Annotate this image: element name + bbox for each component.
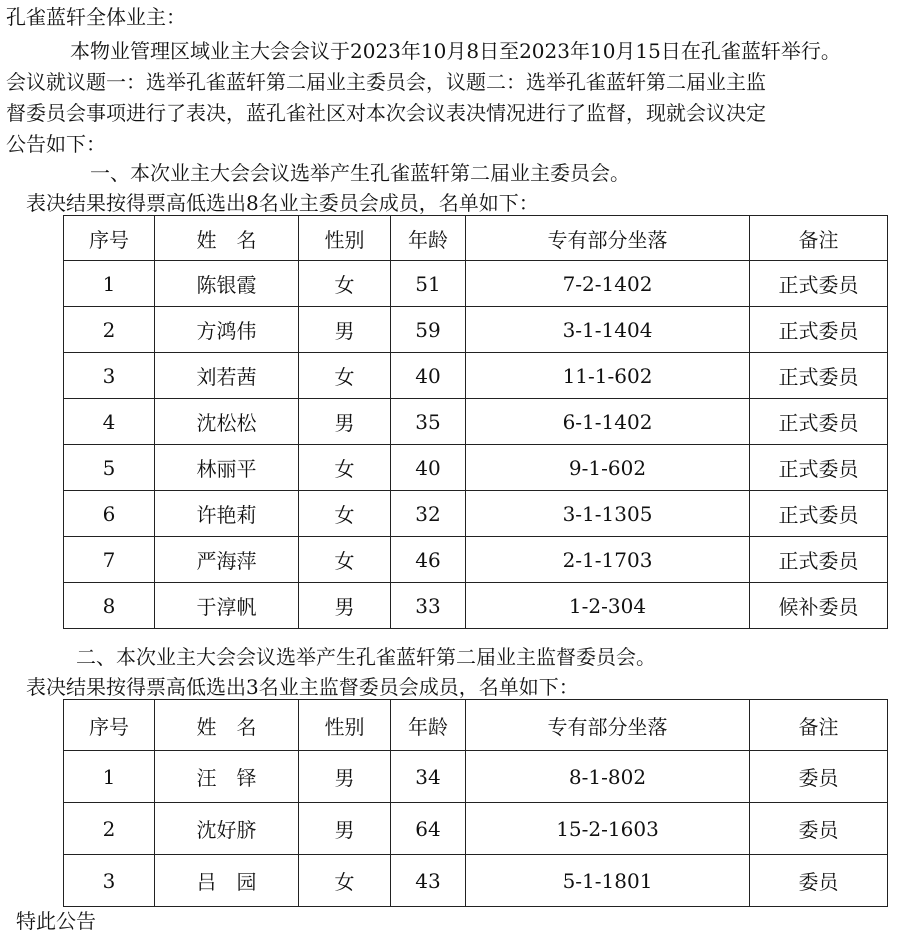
cell-unit: 5-1-1801: [466, 855, 750, 907]
cell-gender: 男: [299, 751, 391, 803]
cell-age: 40: [391, 353, 466, 399]
cell-unit: 15-2-1603: [466, 803, 750, 855]
cell-note: 正式委员: [750, 445, 888, 491]
header-name: 姓 名: [155, 700, 299, 751]
cell-note: 正式委员: [750, 491, 888, 537]
header-note: 备注: [750, 700, 888, 751]
cell-unit: 3-1-1305: [466, 491, 750, 537]
cell-age: 40: [391, 445, 466, 491]
closing-statement: 特此公告: [16, 909, 96, 933]
cell-no: 2: [64, 307, 155, 353]
cell-name: 刘若茜: [155, 353, 299, 399]
cell-no: 4: [64, 399, 155, 445]
cell-age: 46: [391, 537, 466, 583]
table-row: [64, 399, 888, 445]
body-paragraph-line-3: 督委员会事项进行了表决，蓝孔雀社区对本次会议表决情况进行了监督，现就会议决定: [6, 101, 766, 125]
cell-name: 林丽平: [155, 445, 299, 491]
cell-note: 正式委员: [750, 307, 888, 353]
cell-unit: 7-2-1402: [466, 261, 750, 307]
section-1-heading: 一、本次业主大会会议选举产生孔雀蓝轩第二届业主委员会。: [90, 161, 630, 185]
cell-unit: 3-1-1404: [466, 307, 750, 353]
table-row: [64, 491, 888, 537]
cell-name: 严海萍: [155, 537, 299, 583]
section-2-heading: 二、本次业主大会会议选举产生孔雀蓝轩第二届业主监督委员会。: [76, 645, 656, 669]
section-2-intro: 表决结果按得票高低选出3名业主监督委员会成员，名单如下：: [26, 675, 579, 699]
table-row: [64, 803, 888, 855]
cell-name: 吕 园: [155, 855, 299, 907]
cell-name: 陈银霞: [155, 261, 299, 307]
table-row: [64, 353, 888, 399]
header-note: 备注: [750, 216, 888, 261]
header-age: 年龄: [391, 216, 466, 261]
cell-name: 沈松松: [155, 399, 299, 445]
cell-name: 于淳帆: [155, 583, 299, 629]
cell-gender: 女: [299, 491, 391, 537]
cell-gender: 女: [299, 537, 391, 583]
header-age: 年龄: [391, 700, 466, 751]
cell-unit: 8-1-802: [466, 751, 750, 803]
body-paragraph-line-4: 公告如下：: [6, 132, 106, 156]
cell-no: 7: [64, 537, 155, 583]
cell-note: 委员: [750, 751, 888, 803]
table-row: [64, 307, 888, 353]
cell-unit: 11-1-602: [466, 353, 750, 399]
header-gender: 性别: [299, 216, 391, 261]
header-name: 姓 名: [155, 216, 299, 261]
cell-no: 6: [64, 491, 155, 537]
committee-table: [63, 215, 888, 629]
cell-age: 43: [391, 855, 466, 907]
cell-gender: 女: [299, 261, 391, 307]
cell-unit: 1-2-304: [466, 583, 750, 629]
cell-age: 59: [391, 307, 466, 353]
cell-age: 34: [391, 751, 466, 803]
cell-no: 1: [64, 261, 155, 307]
cell-gender: 女: [299, 855, 391, 907]
header-no: 序号: [64, 216, 155, 261]
salutation: 孔雀蓝轩全体业主：: [6, 5, 186, 29]
cell-age: 33: [391, 583, 466, 629]
table-row: [64, 261, 888, 307]
cell-note: 委员: [750, 803, 888, 855]
cell-gender: 男: [299, 583, 391, 629]
table-row: [64, 751, 888, 803]
table-row: [64, 445, 888, 491]
cell-gender: 男: [299, 803, 391, 855]
cell-unit: 9-1-602: [466, 445, 750, 491]
cell-note: 候补委员: [750, 583, 888, 629]
cell-name: 许艳莉: [155, 491, 299, 537]
cell-no: 3: [64, 353, 155, 399]
cell-no: 8: [64, 583, 155, 629]
header-unit: 专有部分坐落: [466, 216, 750, 261]
table-row: [64, 583, 888, 629]
cell-age: 51: [391, 261, 466, 307]
cell-gender: 男: [299, 399, 391, 445]
cell-gender: 女: [299, 445, 391, 491]
cell-gender: 男: [299, 307, 391, 353]
table-header-row: [64, 700, 888, 751]
header-gender: 性别: [299, 700, 391, 751]
cell-unit: 6-1-1402: [466, 399, 750, 445]
table-header-row: [64, 216, 888, 261]
cell-name: 沈好脐: [155, 803, 299, 855]
table-row: [64, 537, 888, 583]
cell-age: 32: [391, 491, 466, 537]
cell-unit: 2-1-1703: [466, 537, 750, 583]
cell-note: 正式委员: [750, 399, 888, 445]
cell-name: 方鸿伟: [155, 307, 299, 353]
cell-note: 正式委员: [750, 537, 888, 583]
cell-age: 64: [391, 803, 466, 855]
cell-age: 35: [391, 399, 466, 445]
section-1-intro: 表决结果按得票高低选出8名业主委员会成员，名单如下：: [26, 191, 539, 215]
cell-no: 1: [64, 751, 155, 803]
header-unit: 专有部分坐落: [466, 700, 750, 751]
cell-no: 5: [64, 445, 155, 491]
body-paragraph-line-1: 本物业管理区域业主大会会议于2023年10月8日至2023年10月15日在孔雀蓝轩举行。: [70, 39, 841, 63]
cell-note: 委员: [750, 855, 888, 907]
body-paragraph-line-2: 会议就议题一：选举孔雀蓝轩第二届业主委员会，议题二：选举孔雀蓝轩第二届业主监: [6, 70, 766, 94]
cell-note: 正式委员: [750, 353, 888, 399]
cell-gender: 女: [299, 353, 391, 399]
cell-note: 正式委员: [750, 261, 888, 307]
cell-name: 汪 铎: [155, 751, 299, 803]
supervisory-table: [63, 699, 888, 907]
header-no: 序号: [64, 700, 155, 751]
cell-no: 3: [64, 855, 155, 907]
table-row: [64, 855, 888, 907]
cell-no: 2: [64, 803, 155, 855]
